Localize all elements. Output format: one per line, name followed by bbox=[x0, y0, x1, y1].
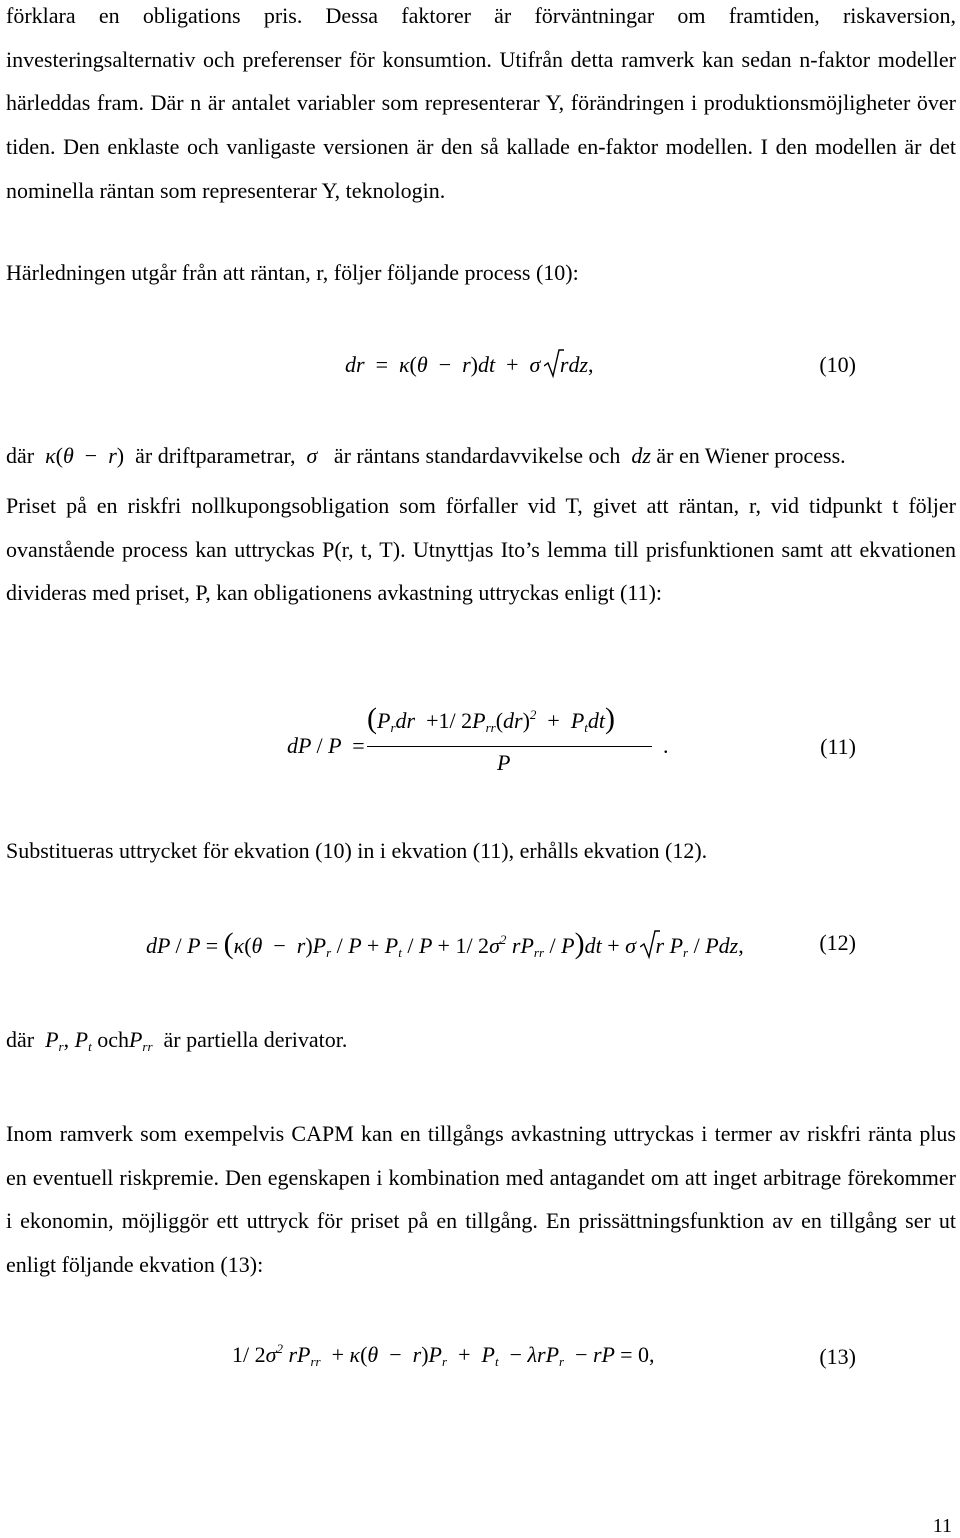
drift-text-pre: där bbox=[6, 443, 35, 468]
equation-10: dr = κ(θ − r)dt + σ rdz, bbox=[345, 352, 594, 377]
partial-symbol-rr: $P_{rr}$ bbox=[128, 1027, 153, 1054]
paragraph-substitution: Substitueras uttrycket för ekvation (10) in i ekvation (11), erhålls ekvation (12). bbox=[6, 838, 708, 863]
equation-11-denominator: P bbox=[497, 750, 511, 775]
paragraph-drift-definition bbox=[6, 441, 846, 471]
equation-11-number: (11) bbox=[820, 734, 856, 759]
partial-text-post: är partiella derivator. bbox=[163, 1027, 348, 1052]
equation-13-number: (13) bbox=[819, 1344, 856, 1369]
equation-12-number: (12) bbox=[819, 930, 856, 955]
paragraph-derivation: Härledningen utgår från att räntan, r, följer följande process (10): bbox=[6, 260, 579, 285]
paragraph-capm: Inom ramverk som exempelvis CAPM kan en tillgångs avkastning uttryckas i termer av riskfri ränta plus en eventuell riskpremie. Den egenskapen i kombination med antagandet om att inget arbitrage förekommer i ekonomin, möjliggör ett uttryck för priset på en tillgång. En prissättningsfunktion av en tillgång ser ut enligt följande ekvation (13): bbox=[6, 1121, 956, 1278]
equation-11-numerator: ($P_rdr +1/$ $2P_{rr}(dr)^2 + P_tdt$) bbox=[367, 702, 616, 735]
partial-text-pre: där bbox=[6, 1027, 35, 1052]
partial-text-mid: och bbox=[97, 1027, 129, 1052]
sigma-symbol: σ bbox=[306, 443, 318, 468]
paragraph-partial-derivatives bbox=[6, 1025, 347, 1062]
equation-11-lhs: dP / P = bbox=[287, 733, 365, 758]
paragraph-bond-price: Priset på en riskfri nollkupongsobligation som förfaller vid T, givet att räntan, r, vid tidpunkt t följer ovanstående process kan uttryckas P(r, t, T). Utnyttjas Ito’s lemma till prisfunktionen samt att ekvationen divideras med priset, P, kan obligationens avkastning uttryckas enligt (11): bbox=[6, 493, 956, 606]
partial-symbols: $P_r$, $P_t$ bbox=[45, 1027, 92, 1054]
equation-10-number: (10) bbox=[819, 352, 856, 377]
page-number: 11 bbox=[932, 1515, 952, 1537]
equation-13: 1/ $2\sigma^2$ $rP_{rr} + \kappa(\theta - r)P_r + P_t - \lambda rP_r$ − rP = 0, bbox=[232, 1341, 655, 1369]
equation-11-period: . bbox=[663, 733, 669, 758]
drift-parameter-symbol: κ(θ − r) bbox=[45, 443, 125, 468]
equation-11-fraction-bar bbox=[367, 746, 652, 747]
paragraph-intro: förklara en obligations pris. Dessa faktorer är förväntningar om framtiden, riskaversion, investeringsalternativ och preferenser för konsumtion. Utifrån detta ramverk kan sedan n-faktor modeller härleddas fram. Där n är antalet variabler som representerar Y, förändringen i produktionsmöjligheter över tiden. Den enklaste och vanligaste versionen är den så kallade en-faktor modellen. I den modellen är det nominella räntan som representerar Y, teknologin. bbox=[6, 3, 956, 203]
equation-12: dP / $P = (\kappa(\theta - r)P_r / P + P_t / P + 1/$ $2\sigma^2$ $rP_{rr} / P)dt + \sigma$ r $P_r$ / Pdz, bbox=[146, 927, 744, 960]
drift-text-mid1: är driftparametrar, bbox=[135, 443, 296, 468]
dz-symbol: dz bbox=[631, 443, 651, 468]
drift-text-mid2: är räntans standardavvikelse och bbox=[333, 443, 621, 468]
drift-text-post: är en Wiener process. bbox=[656, 443, 846, 468]
